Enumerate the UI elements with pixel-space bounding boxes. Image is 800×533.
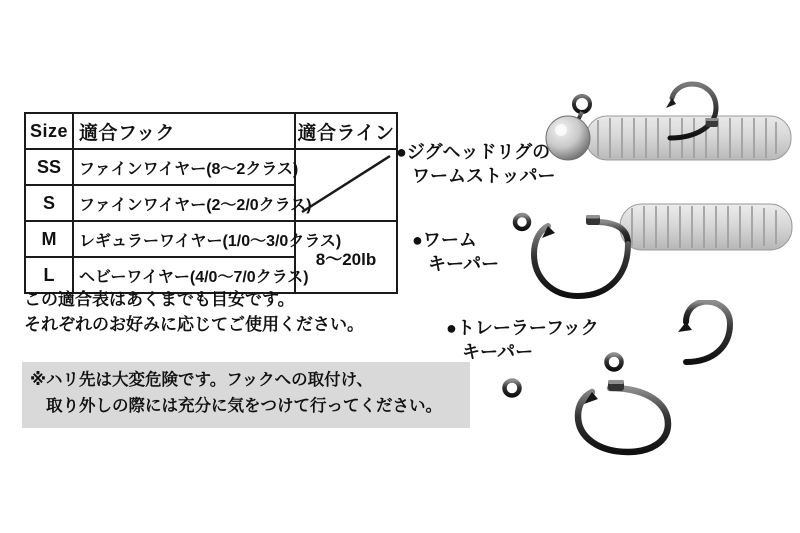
row-hook-m bbox=[73, 221, 342, 257]
hook-eye-ring-shape bbox=[574, 96, 590, 112]
callout-worm-keeper bbox=[412, 228, 499, 277]
table-header-size: Size bbox=[25, 113, 73, 149]
diagonal-slash-icon bbox=[296, 150, 396, 220]
row-hook-m-label: レギュラーワイヤー(1/0〜3/0クラス) bbox=[79, 232, 342, 250]
callout-worm-line-2: キーパー bbox=[428, 254, 500, 275]
row-size-ss: SS bbox=[25, 149, 73, 185]
row-size-m: M bbox=[25, 221, 73, 257]
warning-line-2: 取り外しの際には充分に気をつけて行ってください。 bbox=[46, 396, 442, 415]
worm-stopper-clip-shape bbox=[706, 118, 718, 127]
row-line-value bbox=[295, 221, 397, 293]
compatibility-table bbox=[24, 112, 398, 294]
trailer-hook-keeper-illustration bbox=[490, 300, 780, 460]
callout-trailer-line-1: ●トレーラーフック bbox=[446, 318, 599, 338]
row-hook-ss-label: ファインワイヤー(8〜2クラス) bbox=[79, 160, 299, 178]
table-header-row bbox=[25, 113, 397, 149]
table-row bbox=[25, 149, 397, 185]
jig-head-highlight-shape bbox=[555, 124, 567, 136]
table-header-hook-label: 適合フック bbox=[79, 122, 176, 144]
table-row bbox=[25, 221, 397, 257]
callout-trailer-line-2: キーパー bbox=[462, 342, 534, 363]
worm-keeper-clip-shape bbox=[586, 215, 600, 225]
row-hook-ss bbox=[73, 149, 299, 185]
row-size-l: L bbox=[25, 257, 73, 293]
table-note-line-1: この適合表はあくまでも目安です。 bbox=[24, 290, 295, 309]
table-header-hook bbox=[73, 113, 295, 149]
worm-body-shape bbox=[620, 204, 792, 250]
table-header-line: 適合ライン bbox=[295, 113, 397, 149]
warning-box bbox=[22, 362, 470, 428]
worm-keeper-illustration bbox=[500, 196, 796, 306]
table-note-line-2: それぞれのお好みに応じてご使用ください。 bbox=[24, 314, 364, 334]
row-hook-s-label: ファインワイヤー(2〜2/0クラス) bbox=[79, 196, 312, 214]
hook-eye-ring-shape bbox=[515, 215, 529, 229]
jighead-rig-illustration bbox=[520, 78, 796, 198]
callout-jighead-line-1: ●ジグヘッドリグの bbox=[396, 142, 551, 162]
warning-line-1: ※ハリ先は大変危険です。フックへの取付け、 bbox=[30, 371, 373, 389]
callout-jighead-line-2: ワームストッパー bbox=[412, 166, 556, 187]
jig-head-ball-shape bbox=[546, 116, 590, 160]
main-hook-eye-shape bbox=[505, 381, 520, 396]
row-hook-l-label: ヘビーワイヤー(4/0〜7/0クラス) bbox=[79, 268, 309, 286]
trailer-hook-barb-shape bbox=[678, 322, 692, 332]
trailer-hook-shape bbox=[618, 302, 730, 362]
offset-hook-shape bbox=[526, 222, 628, 296]
table-notes bbox=[24, 288, 424, 337]
trailer-keeper-clip-shape bbox=[608, 380, 624, 391]
row-hook-s bbox=[73, 185, 312, 221]
line-value-label: 8〜20lb bbox=[315, 249, 377, 269]
row-line-empty-slash bbox=[295, 149, 397, 221]
callout-worm-line-1: ●ワーム bbox=[412, 230, 477, 250]
row-size-s: S bbox=[25, 185, 73, 221]
trailer-hook-eye-shape bbox=[607, 355, 622, 370]
